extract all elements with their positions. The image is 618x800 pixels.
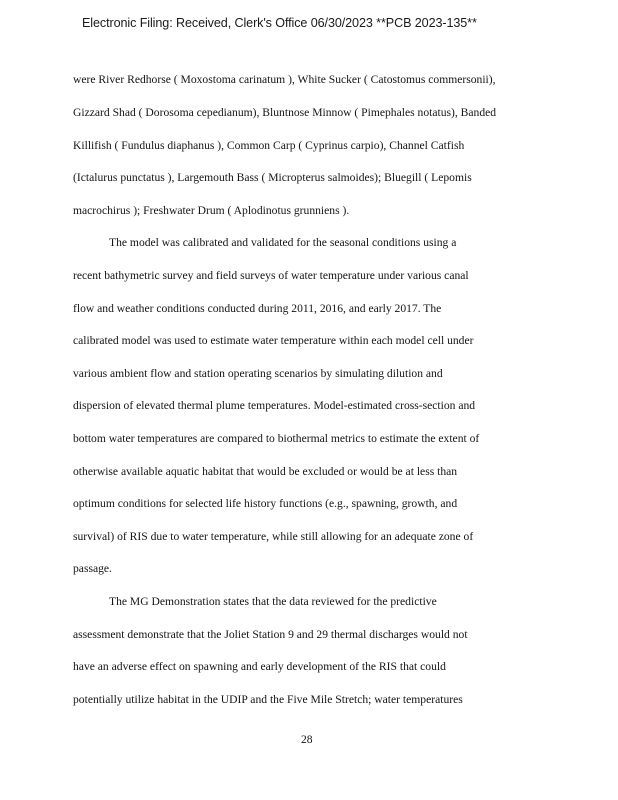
- text-line: bottom water temperatures are compared to biothermal metrics to estimate the extent of: [73, 432, 480, 445]
- paragraph-first-line: The model was calibrated and validated for the seasonal conditions using a: [109, 236, 457, 249]
- filing-stamp-header: Electronic Filing: Received, Clerk's Office 06/30/2023 **PCB 2023-135**: [82, 16, 477, 30]
- text-line: otherwise available aquatic habitat that would be excluded or would be at less than: [73, 465, 458, 478]
- text-line: have an adverse effect on spawning and early development of the RIS that could: [73, 660, 446, 673]
- text-line: optimum conditions for selected life history functions (e.g., spawning, growth, and: [73, 497, 458, 510]
- text-line: potentially utilize habitat in the UDIP and the Five Mile Stretch; water temperatures: [73, 693, 463, 706]
- paragraph-first-line: The MG Demonstration states that the data reviewed for the predictive: [109, 595, 437, 608]
- text-line: Gizzard Shad ( Dorosoma cepedianum), Bluntnose Minnow ( Pimephales notatus), Banded: [73, 106, 497, 119]
- text-line: macrochirus ); Freshwater Drum ( Aplodinotus grunniens ).: [73, 204, 350, 217]
- text-line: survival) of RIS due to water temperature, while still allowing for an adequate zone of: [73, 530, 474, 543]
- text-line: (Ictalurus punctatus ), Largemouth Bass ( Micropterus salmoides); Bluegill ( Lepomis: [73, 171, 472, 184]
- text-line: flow and weather conditions conducted during 2011, 2016, and early 2017. The: [73, 302, 442, 315]
- text-line: assessment demonstrate that the Joliet Station 9 and 29 thermal discharges would not: [73, 628, 468, 641]
- text-line: were River Redhorse ( Moxostoma carinatum ), White Sucker ( Catostomus commersonii),: [73, 73, 496, 86]
- text-line: recent bathymetric survey and field surveys of water temperature under various canal: [73, 269, 469, 282]
- text-line: dispersion of elevated thermal plume temperatures. Model-estimated cross-section and: [73, 399, 476, 412]
- page-number: 28: [301, 733, 313, 746]
- text-line: various ambient flow and station operating scenarios by simulating dilution and: [73, 367, 443, 380]
- text-line: passage.: [73, 562, 112, 575]
- text-line: calibrated model was used to estimate water temperature within each model cell under: [73, 334, 474, 347]
- text-line: Killifish ( Fundulus diaphanus ), Common Carp ( Cyprinus carpio), Channel Catfish: [73, 139, 465, 152]
